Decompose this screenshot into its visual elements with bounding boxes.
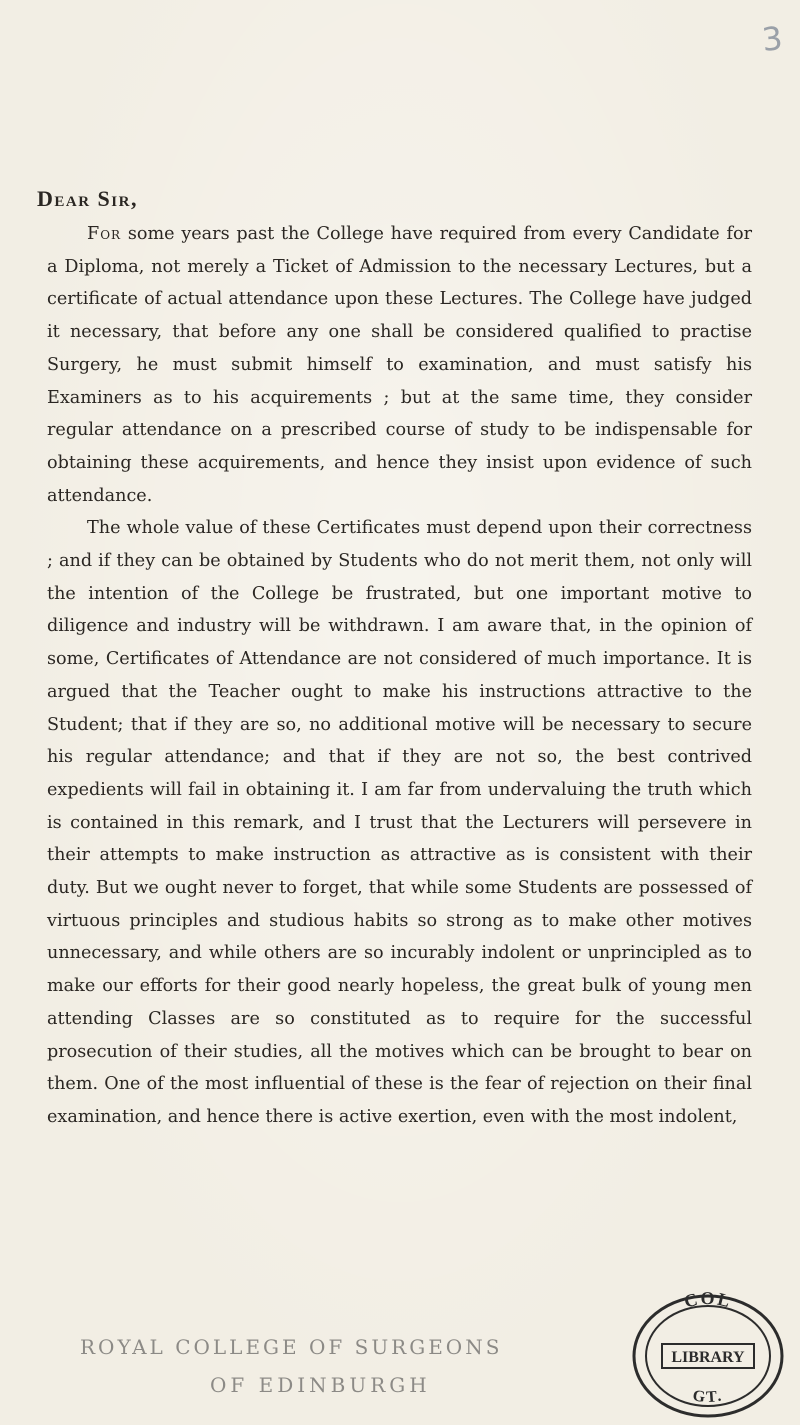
paragraph-2: The whole value of these Certificates must depend upon their correctness ; and if they can be obtained by Students who do not merit them, not only will the intention of the College be frustrated, but one important motive to diligence and industry will be withdrawn. I am aware that, in the opinion of some, Certificates of Attendance are not considered of much importance. It is argued that the Teacher ought to make his instructions attractive to the Student; that if they are so, no additional motive will be necessary to secure his regular attendance; and that if they are not so, the best contrived expedients will fail in obtaining it. I am far from undervaluing the truth which is contained in this remark, and I trust that the Lecturers will persevere in their attempts to make instruction as attractive as is consistent with their duty. But we ought never to forget, that while some Students are possessed of virtuous principles and studious habits so strong as to make other motives unnecessary, and while others are so incurably indolent or unprincipled as to make our efforts for their good nearly hopeless, the great bulk of young men attending Classes are so constituted as to require for the successful prosecution of their studies, all the motives which can be brought to bear on them. One of the most influential of these is the fear of rejection on their final examination, and hence there is active exertion, even with the most indolent, (47, 518, 752, 1127)
seal-top-text: COL (682, 1290, 735, 1312)
salutation: Dear Sir, (37, 186, 138, 211)
lead-words: For (87, 224, 122, 244)
seal-middle-text: LIBRARY (671, 1349, 745, 1366)
letter-body (47, 218, 752, 1134)
library-seal-icon (628, 1290, 788, 1420)
seal-bottom-text: GT. (691, 1387, 725, 1407)
paragraph-1-text: some years past the College have required from every Candidate for a Diploma, not merely a Ticket of Admission to the necessary Lectures, but a certificate of actual attendance upon these Lectures. The College have judged it necessary, that before any one shall be considered qualified to practise Surgery, he must submit himself to examination, and must satisfy his Examiners as to his acquirements ; but at the same time, they consider regular attendance on a prescribed course of study to be indispensable for obtaining these acquirements, and hence they insist upon evidence of such attendance. (47, 224, 752, 506)
page-corner-mark: 3 (759, 19, 784, 59)
stamp-line-2: OF EDINBURGH (210, 1373, 431, 1397)
paragraph-1 (47, 218, 752, 512)
library-stamp (80, 1335, 503, 1405)
stamp-line-1: ROYAL COLLEGE OF SURGEONS (80, 1335, 503, 1359)
